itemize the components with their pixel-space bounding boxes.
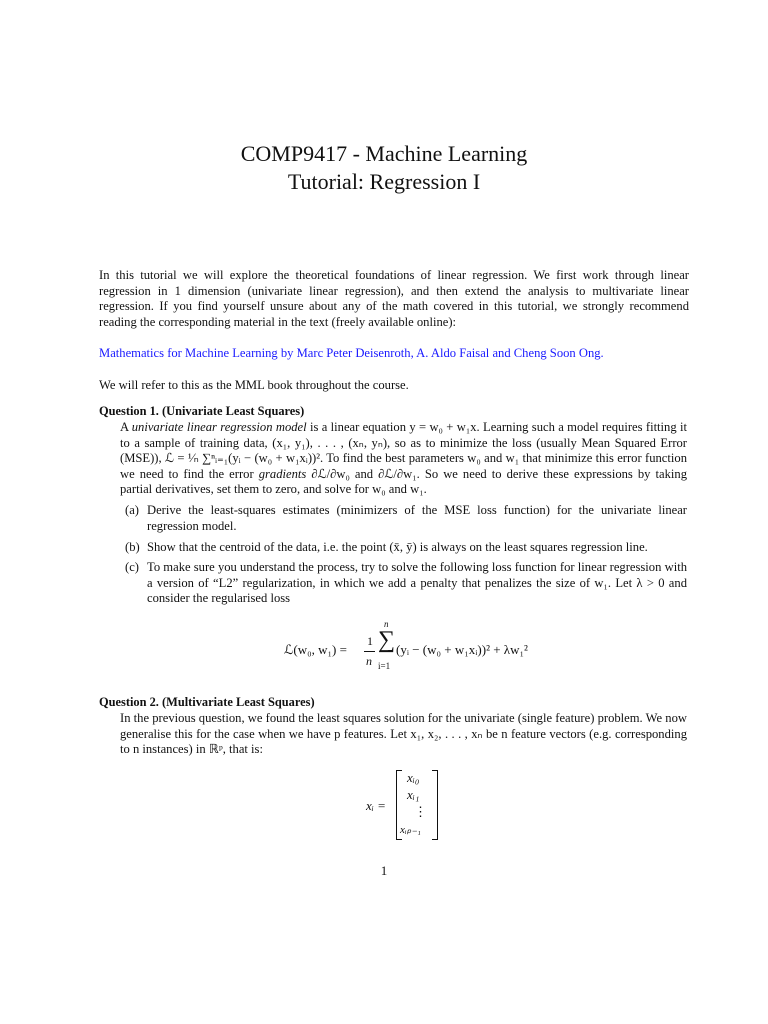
equation-rhs: (yᵢ − (w₀ + w₁xᵢ))² + λw₁² — [396, 642, 528, 657]
equation-sum-lower: i=1 — [378, 661, 391, 671]
equation-lhs: ℒ(w₀, w₁) = — [284, 642, 347, 657]
item-label: (c) — [125, 560, 139, 574]
item-label: (b) — [125, 540, 140, 554]
equation-sum-symbol: ∑ — [378, 627, 396, 653]
q1-intro-start: A — [120, 420, 132, 434]
page-number: 1 — [380, 863, 388, 878]
q1-intro-gradients: gradients — [258, 466, 307, 481]
item-text: Derive the least-squares estimates (minimizers of the MSE loss function) for the univariate linear regression model. — [147, 503, 687, 533]
intro-paragraph: In this tutorial we will explore the theoretical foundations of linear regression. We first work through linear regression in 1 dimension (univariate linear regression), and then extend the analysis to multivariate linear regression. If you find yourself unsure about any of the math covered in this tutorial, we strongly recommend reading the corresponding material in the text (freely available online): — [99, 268, 689, 329]
q1-intro-term: univariate linear regression model — [131, 420, 307, 434]
q1-intro-middle: is a linear equation y = w₀ + w₁x. Learning such a model requires fitting it to a sample of training data, (x₁, y₁), . . . , (xₙ, yₙ), so as to minimize the loss (usually Mean Squared Error (MSE)), ℒ = ¹⁄ₙ ∑ⁿᵢ₌₁(yᵢ − (w₀ + w₁xᵢ))². To find the best parameters w₀ and w₁ that minimize this error function we need to find the error — [120, 420, 687, 481]
equation-sum-upper: n — [384, 619, 389, 629]
question-1-heading: Question 1. (Univariate Least Squares) — [99, 404, 305, 418]
vector-lhs: xᵢ = — [366, 798, 386, 813]
mml-note: We will refer to this as the MML book throughout the course. — [99, 378, 409, 392]
document-subtitle: Tutorial: Regression I — [287, 169, 481, 194]
item-text: To make sure you understand the process, try to solve the following loss function for linear regression with a version of “L2” regularization, in which we add a penalty that penalizes the size of w₁. Let λ > 0 and consider the regularised loss — [147, 560, 687, 606]
question-2-heading: Question 2. (Multivariate Least Squares) — [99, 695, 315, 709]
q1-intro-end: ∂ℒ/∂w₀ and ∂ℒ/∂w₁. So we need to derive these expressions by taking partial derivatives, set them to zero, and solve for w₀ and w₁. — [120, 466, 687, 497]
item-label: (a) — [125, 503, 139, 517]
vector-entry-1: xᵢ₁ — [407, 787, 420, 802]
vector-entry-last: xᵢₚ₋₁ — [400, 824, 421, 836]
mml-book-link[interactable]: Mathematics for Machine Learning by Marc Peter Deisenroth, A. Aldo Faisal and Cheng Soon Ong. — [99, 346, 604, 360]
vector-entry-0: xᵢ₀ — [407, 770, 420, 785]
question-2-body: In the previous question, we found the least squares solution for the univariate (single feature) problem. We now generalise this for the case when we have p features. Let x₁, x₂, . . . , xₙ be n feature vectors (e.g. corresponding to n instances) in ℝᵖ, that is: — [120, 711, 687, 757]
vector-entry-dots: ⋮ — [414, 804, 427, 819]
equation-fraction-bar — [364, 651, 375, 652]
equation-fraction-denominator: n — [366, 654, 372, 668]
item-text: Show that the centroid of the data, i.e. the point (x̄, ȳ) is always on the least squares regression line. — [147, 540, 648, 554]
equation-fraction-numerator: 1 — [367, 634, 373, 648]
question-1-intro — [120, 420, 687, 498]
document-title: COMP9417 - Machine Learning — [240, 141, 528, 166]
vector-right-bracket — [432, 770, 438, 840]
